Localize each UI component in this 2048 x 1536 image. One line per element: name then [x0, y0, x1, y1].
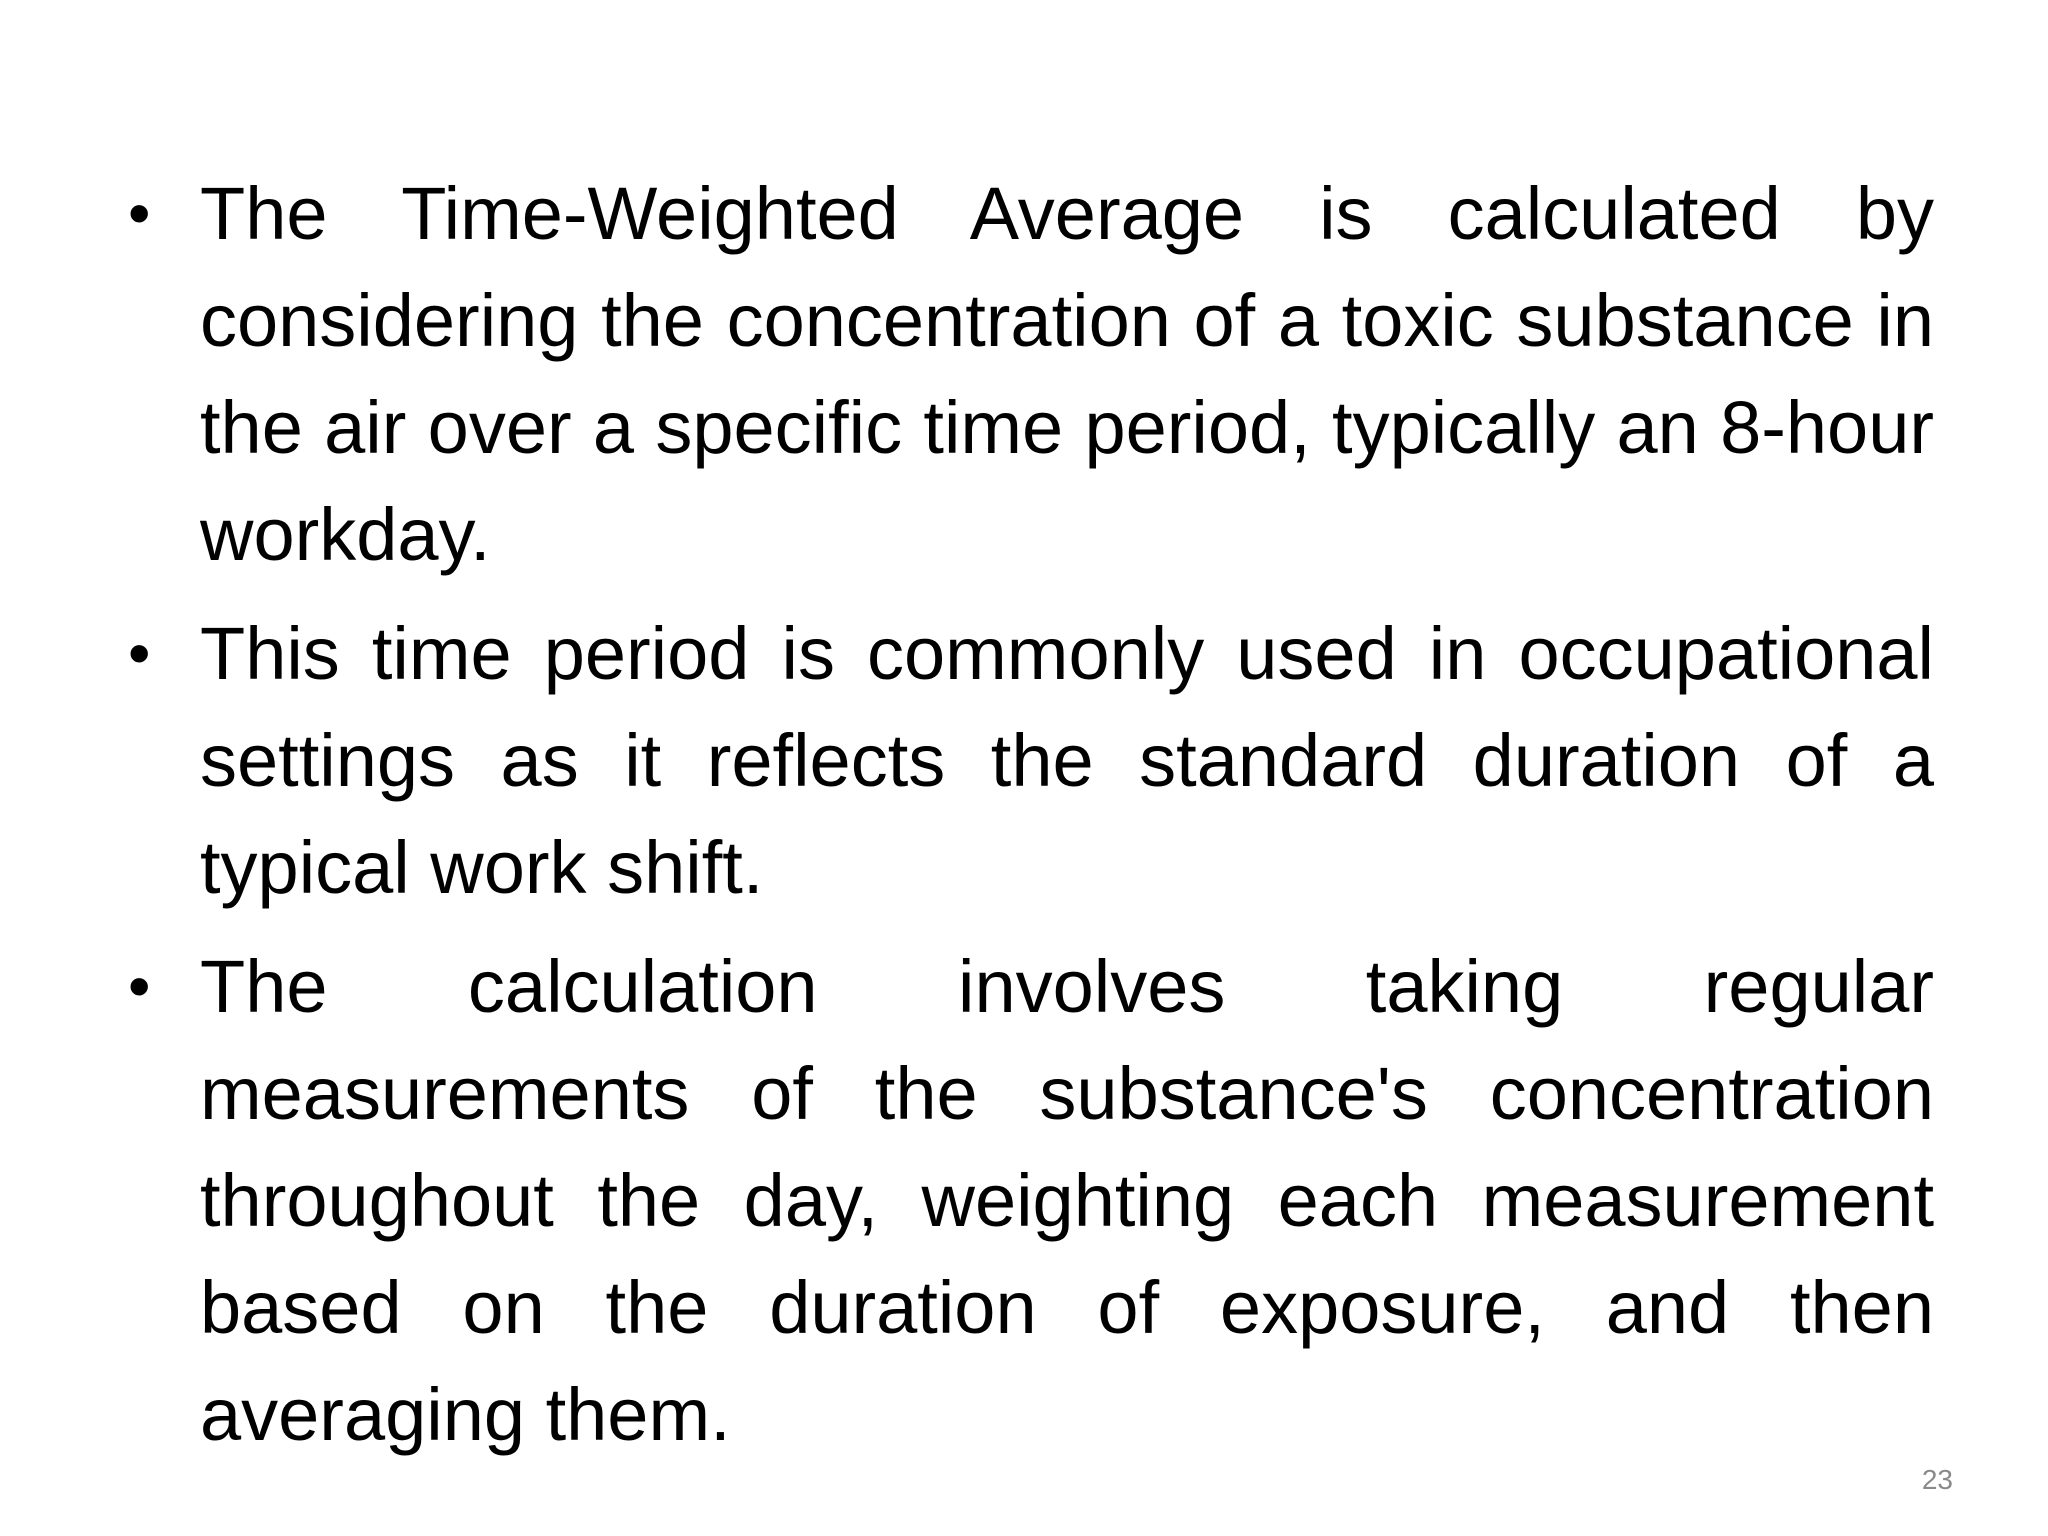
bullet-text: This time period is commonly used in occupational settings as it reflects the standard duration of a typical work shift.: [200, 612, 1934, 909]
bullet-dot-icon: •: [128, 177, 151, 249]
bullet-text: The Time-Weighted Average is calculated by considering the concentration of a toxic substance in the air over a specific time period, typically an 8-hour workday.: [200, 172, 1934, 576]
bullet-item: [116, 600, 1934, 921]
bullet-list: [116, 160, 1934, 1480]
page-number: 23: [1921, 1464, 1953, 1495]
bullet-item: [116, 933, 1934, 1468]
bullet-text: The calculation involves taking regular measurements of the substance's concentration throughout the day, weighting each measurement based on the duration of exposure, and then averaging them.: [200, 945, 1934, 1456]
bullet-item: [116, 160, 1934, 588]
bullet-dot-icon: •: [128, 617, 151, 689]
bullet-dot-icon: •: [128, 950, 151, 1022]
